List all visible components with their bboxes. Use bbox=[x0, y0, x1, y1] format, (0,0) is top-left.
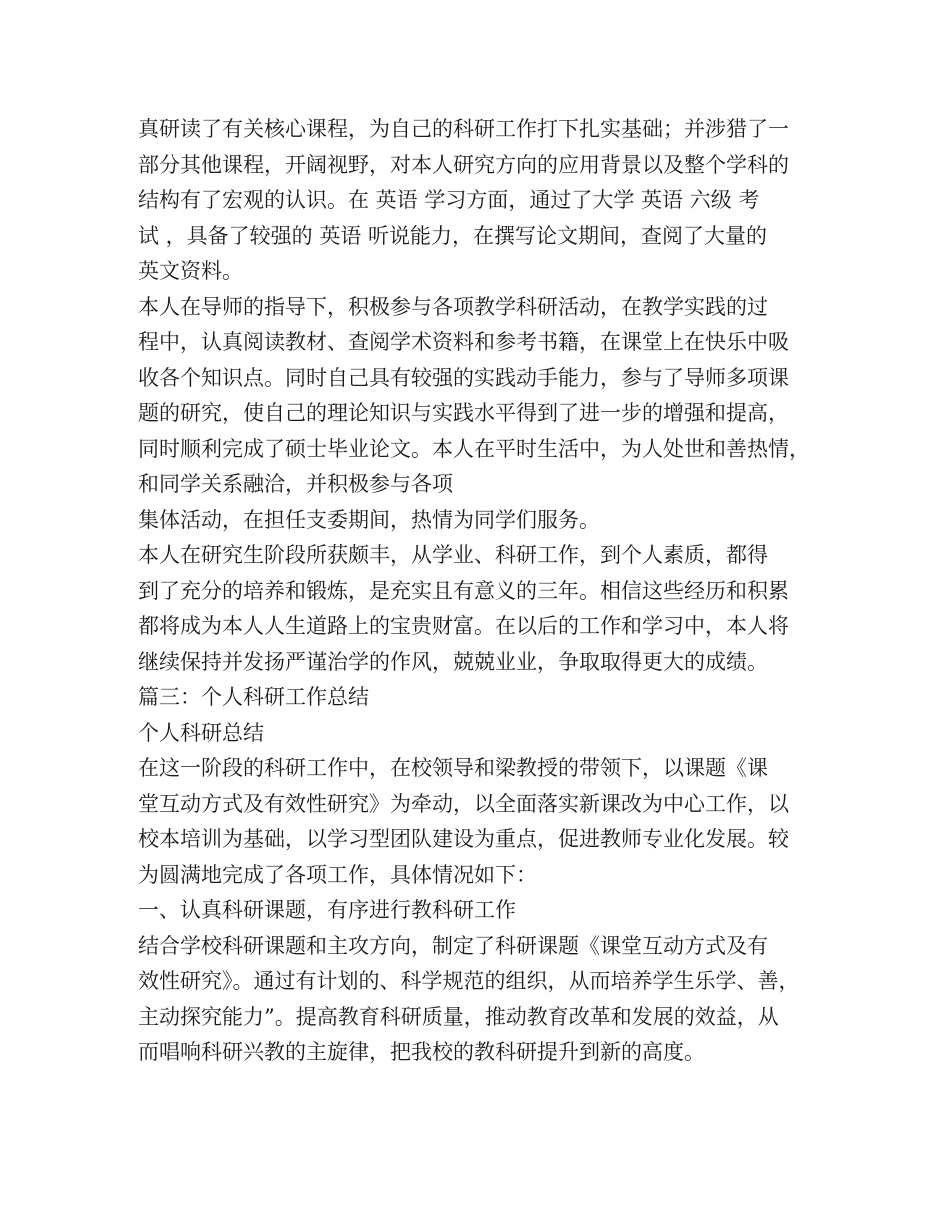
text-line: 英文资料。 bbox=[138, 259, 243, 283]
text-line: 效性研究》。通过有计划的、科学规范的组织，从而培养学生乐学、善， bbox=[138, 969, 800, 993]
text-line: 结合学校科研课题和主攻方向，制定了科研课题《课堂互动方式及有 bbox=[138, 933, 768, 958]
text-line: 收各个知识点。同时自己具有较强的实践动手能力，参与了导师多项课 bbox=[138, 365, 789, 390]
list-heading: 一、认真科研课题，有序进行教科研工作 bbox=[138, 898, 516, 922]
text-line: 在这一阶段的科研工作中，在校领导和梁教授的带领下，以课题《课 bbox=[138, 756, 768, 780]
text-line: 继续保持并发扬严谨治学的作风，兢兢业业，争取取得更大的成绩。 bbox=[138, 649, 768, 674]
text-line: 同时顺利完成了硕士毕业论文。本人在平时生活中，为人处世和善热情， bbox=[138, 436, 810, 461]
text-line: 为圆满地完成了各项工作，具体情况如下： bbox=[138, 862, 537, 887]
section-heading: 篇三：个人科研工作总结 bbox=[138, 685, 369, 709]
text-line: 堂互动方式及有效性研究》为牵动，以全面落实新课改为中心工作，以 bbox=[138, 791, 789, 816]
text-line: 程中，认真阅读教材、查阅学术资料和参考书籍，在课堂上在快乐中吸 bbox=[138, 330, 789, 354]
text-line: 试 ，具备了较强的 英语 听说能力，在撰写论文期间，查阅了大量的 bbox=[138, 223, 768, 248]
text-line: 集体活动，在担任支委期间，热情为同学们服务。 bbox=[138, 507, 600, 532]
text-line: 本人在研究生阶段所获颇丰，从学业、科研工作，到个人素质，都得 bbox=[138, 543, 768, 567]
text-line: 都将成为本人人生道路上的宝贵财富。在以后的工作和学习中，本人将 bbox=[138, 614, 789, 638]
section-subheading: 个人科研总结 bbox=[138, 720, 264, 745]
text-line: 部分其他课程，开阔视野，对本人研究方向的应用背景以及整个学科的 bbox=[138, 152, 789, 177]
text-line: 和同学关系融洽，并积极参与各项 bbox=[138, 472, 453, 496]
document-body bbox=[138, 112, 828, 1071]
text-line: 本人在导师的指导下，积极参与各项教学科研活动，在教学实践的过 bbox=[138, 294, 768, 319]
text-line: 到了充分的培养和锻炼，是充实且有意义的三年。相信这些经历和积累 bbox=[138, 578, 789, 603]
text-line: 校本培训为基础，以学习型团队建设为重点，促进教师专业化发展。较 bbox=[138, 827, 789, 851]
text-line: 结构有了宏观的认识。在 英语 学习方面，通过了大学 英语 六级 考 bbox=[138, 188, 760, 212]
text-line: 主动探究能力”。提高教育科研质量，推动教育改革和发展的效益，从 bbox=[138, 1004, 779, 1029]
text-line: 而唱响科研兴教的主旋律，把我校的教科研提升到新的高度。 bbox=[138, 1040, 705, 1064]
text-line: 题的研究，使自己的理论知识与实践水平得到了进一步的增强和提高， bbox=[138, 401, 789, 425]
text-line: 真研读了有关核心课程，为自己的科研工作打下扎实基础；并涉猎了一 bbox=[138, 117, 789, 141]
